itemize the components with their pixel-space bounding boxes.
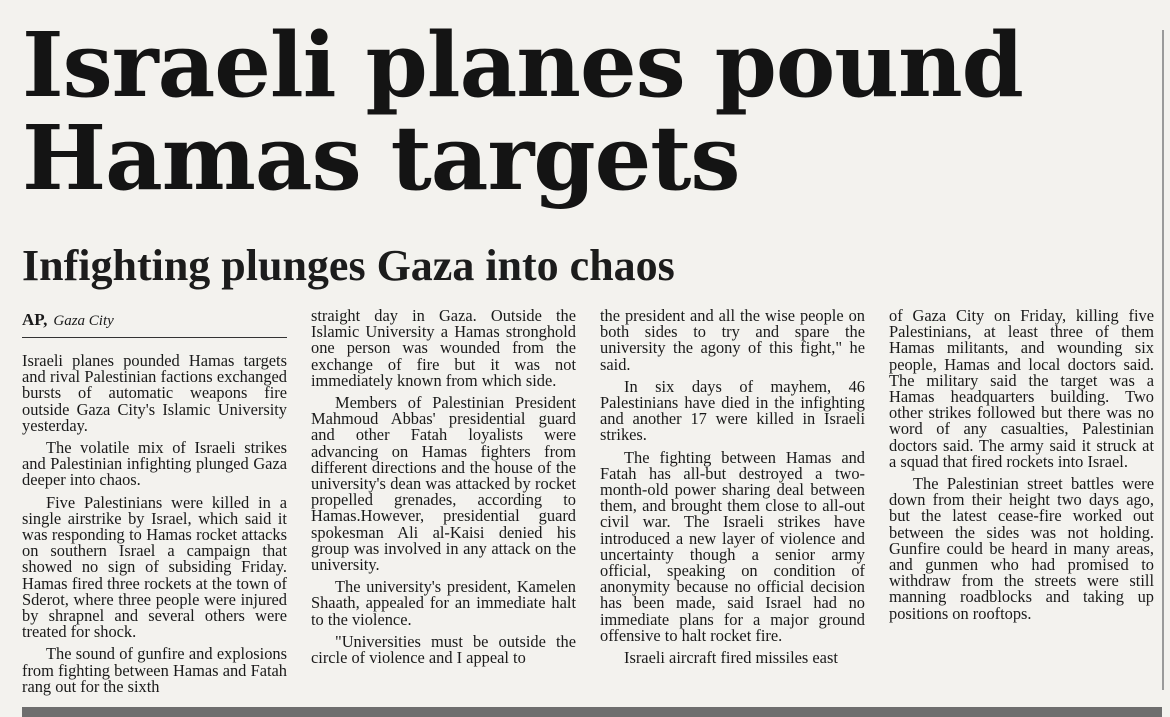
paragraph: of Gaza City on Friday, killing five Palestinians, at least three of them Hamas militants, and wounding six people, Hamas and local doctors said. The military said the target was a Hamas headquarters building. Two other strikes followed but there was no word of any casualties, Palestinian doctors said. The army said it struck at a squad that fired rockets into Israel. [889,306,1154,471]
article-column-4 [889,308,1154,628]
column-rule [1162,30,1164,690]
byline-agency: AP, [22,310,48,329]
paragraph: The volatile mix of Israeli strikes and Palestinian infighting plunged Gaza deeper into chaos. [22,438,287,490]
article-column-3 [600,308,865,672]
paragraph: the president and all the wise people on both sides to try and spare the university the agony of this fight," he said. [600,306,865,374]
subheadline: Infighting plunges Gaza into chaos [22,241,675,290]
byline [22,310,287,338]
paragraph: The Palestinian street battles were down from their height two days ago, but the latest cease-fire worked out between the sides was not holding. Gunfire could be heard in many areas, and gunmen who had promised to withdraw from the streets were still manning roadblocks and taking up positions on rooftops. [889,474,1154,623]
article-column-1 [22,308,287,701]
paragraph: Five Palestinians were killed in a single airstrike by Israel, which said it was responding to Hamas rocket attacks on southern Israel a campaign that showed no sign of subsiding Friday. Hamas fired three rockets at the town of Sderot, where three people were injured by shrapnel and several others were treated for shock. [22,492,287,642]
article-column-2 [311,308,576,672]
paragraph: The fighting between Hamas and Fatah has all-but destroyed a two-month-old power sharing deal between them, and brought them close to all-out civil war. The Israeli strikes have introduced a new layer of violence and uncertainty though a senior army official, speaking on condition of anonymity because no official decision has been made, said Israel had no immediate plans for a major ground offensive to halt rocket fire. [600,447,865,645]
paragraph: The university's president, Kamelen Shaath, appealed for an immediate halt to the violence. [311,577,576,629]
paragraph: Members of Palestinian President Mahmoud Abbas' presidential guard and other Fatah loyalists were advancing on Hamas fighters from different directions and the house of the university's dean was attacked by rocket propelled grenades, according to Hamas.However, presidential guard spokesman Ali al-Kaisi denied his group was involved in any attack on the university. [311,393,576,575]
paragraph: The sound of gunfire and explosions from fighting between Hamas and Fatah rang out for the sixth [22,644,287,696]
byline-place: Gaza City [53,313,114,329]
paragraph: straight day in Gaza. Outside the Islamic University a Hamas stronghold one person was wounded from the exchange of fire but it was not immediately known from which side. [311,306,576,390]
paragraph: "Universities must be outside the circle of violence and I appeal to [311,631,576,668]
headline: Israeli planes pound Hamas targets [22,12,1023,210]
paragraph: Israeli planes pounded Hamas targets and rival Palestinian factions exchanged bursts of automatic weapons fire outside Gaza City's Islamic University yesterday. [22,351,287,435]
paragraph: Israeli aircraft fired missiles east [624,648,838,668]
page-bottom-border [22,707,1162,717]
paragraph: In six days of mayhem, 46 Palestinians have died in the infighting and another 17 were killed in Israeli strikes. [600,376,865,445]
